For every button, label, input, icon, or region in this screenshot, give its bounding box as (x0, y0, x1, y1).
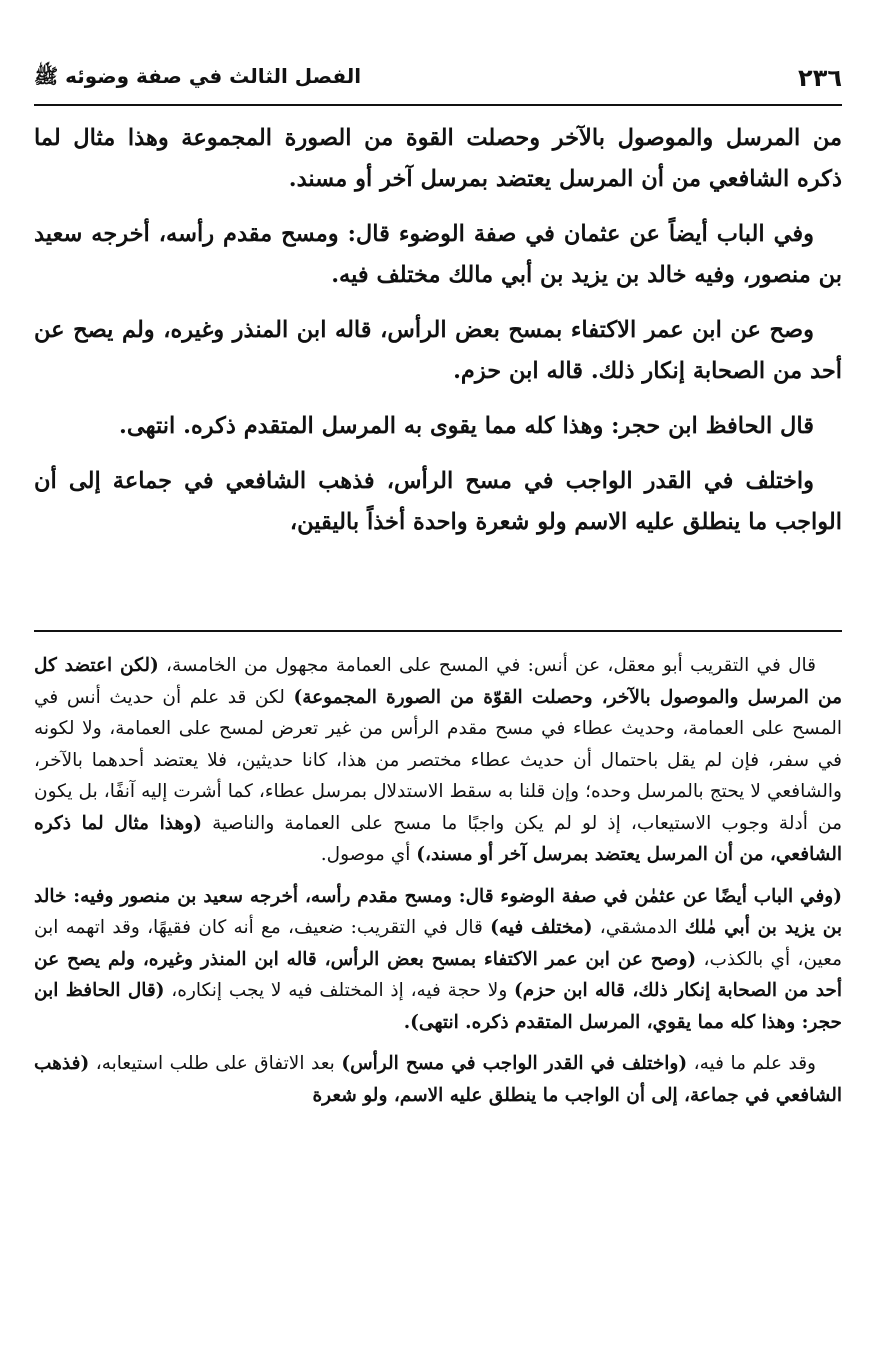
quoted-text: (وفي الباب أيضًا عن عثمٰن في صفة الوضوء قال: ومسح مقدم رأسه، أخرجه سعيد بن منصور وفيه: خالد بن يزيد بن أبي مٰلك (34, 885, 842, 938)
commentary-divider (34, 630, 842, 632)
quoted-text: (واختلف في القدر الواجب في مسح الرأس) (341, 1053, 688, 1074)
commentary-text: لكن قد علم أن حديث أنس في المسح على العمامة، وحديث عطاء في مسح مقدم الرأس من غير تعرض لمسح على العمامة، ولا لكونه في سفر، فإن لم يقل باحتمال أن حديث عطاء مختصر من هذا، كانا حديثين، فلا يعتضد أحدهما بالآخر، والشافعي لا يحتج بالمرسل وحده؛ وإن قلنا به سقط الاستدلال بمرسل عطاء، كما أشرت إليه آنفًا، بل يكون من أدلة وجوب الاستيعاب، إذ لو لم يكن واجبًا ما مسح على العمامة والناصية (34, 686, 842, 834)
quoted-text: (قال الحافظ ابن حجر: وهذا كله مما يقوي، المرسل المتقدم ذكره. انتهى). (34, 980, 842, 1033)
commentary-text: بعد الاتفاق على طلب استيعابه، (89, 1053, 342, 1074)
main-paragraph: من المرسل والموصول بالآخر وحصلت القوة من الصورة المجموعة وهذا مثال لما ذكره الشافعي من أن المرسل يعتضد بمرسل آخر أو مسند. (34, 125, 842, 192)
quoted-text: (لكن اعتضد كل من المرسل والموصول بالآخر، وحصلت القوّة من الصورة المجموعة) (34, 655, 842, 708)
commentary-text: قال في التقريب: ضعيف، مع أنه كان فقيهًا، وقد اتهمه ابن معين، أي بالكذب، (34, 917, 842, 970)
running-header (34, 58, 842, 98)
book-page (34, 0, 842, 1364)
quoted-text: (وهذا مثال لما ذكره الشافعي، من أن المرسل يعتضد بمرسل آخر أو مسند،) (34, 812, 842, 865)
chapter-title: الفصل الثالث في صفة وضوئه ﷺ (34, 63, 362, 88)
main-paragraph: واختلف في القدر الواجب في مسح الرأس، فذهب الشافعي في جماعة إلى أن الواجب ما ينطلق عليه الاسم ولو شعرة واحدة أخذاً باليقين، (34, 468, 842, 535)
commentary-text: وقد علم ما فيه، (687, 1053, 816, 1074)
main-paragraph: وصح عن ابن عمر الاكتفاء بمسح بعض الرأس، قاله ابن المنذر وغيره، ولم يصح عن أحد من الصحابة إنكار ذلك. قاله ابن حزم. (34, 317, 842, 384)
commentary-text: ولا حجة فيه، إذ المختلف فيه لا يجب إنكاره، (164, 980, 515, 1001)
commentary-text: قال في التقريب أبو معقل، عن أنس: في المسح على العمامة مجهول من الخامسة، (158, 655, 817, 676)
quoted-text: (فذهب الشافعي في جماعة، إلى أن الواجب ما ينطلق عليه الاسم، ولو شعرة (34, 1053, 842, 1106)
main-paragraph: وفي الباب أيضاً عن عثمان في صفة الوضوء قال: ومسح مقدم رأسه، أخرجه سعيد بن منصور، وفيه خالد بن يزيد بن أبي مالك مختلف فيه. (34, 221, 842, 288)
commentary-paragraph (34, 1048, 842, 1111)
quoted-text: (مختلف فيه) (490, 917, 593, 938)
commentary-paragraph (34, 881, 842, 1039)
main-paragraph: قال الحافظ ابن حجر: وهذا كله مما يقوى به المرسل المتقدم ذكره. انتهى. (119, 413, 814, 439)
commentary (34, 650, 842, 1121)
commentary-text: أي موصول. (320, 844, 417, 865)
commentary-paragraph (34, 650, 842, 871)
main-text (34, 118, 842, 557)
quoted-text: (وصح عن ابن عمر الاكتفاء بمسح بعض الرأس، قاله ابن المنذر وغيره، ولم يصح عن أحد من الصحابة إنكار ذلك، قاله ابن حزم) (34, 948, 843, 1001)
header-divider (34, 104, 842, 106)
page-number: ٢٣٦ (798, 64, 842, 92)
commentary-text: الدمشقي، (592, 917, 685, 938)
